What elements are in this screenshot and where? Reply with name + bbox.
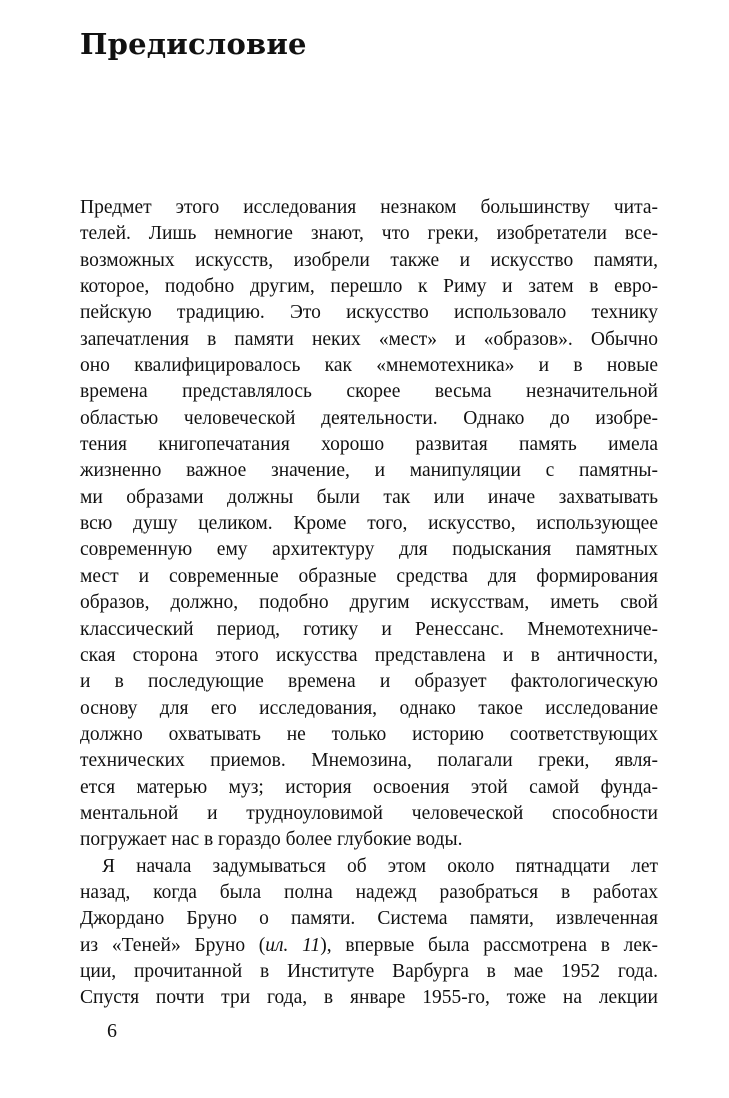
- text-segment: ), впервые была рассмотрена в лек-: [320, 934, 659, 956]
- text-line: классический период, готику и Ренессанс. Мнемотехниче-: [80, 618, 658, 640]
- text-line: мест и современные образные средства для формирования: [80, 565, 658, 587]
- text-line: телей. Лишь немногие знают, что греки, изобретатели все-: [80, 223, 658, 245]
- text-line: должно охватывать не только историю соответствующих: [80, 723, 658, 745]
- text-line: ми образами должны были так или иначе захватывать: [80, 486, 658, 508]
- text-line: времена представлялось скорее весьма незначительной: [80, 381, 658, 403]
- text-line: запечатления в памяти неких «мест» и «образов». Обычно: [80, 328, 658, 350]
- text-line: оно квалифицировалось как «мнемотехника» и в новые: [80, 355, 658, 377]
- text-line: ская сторона этого искусства представлена и в античности,: [80, 644, 658, 666]
- text-line: Я начала задумываться об этом около пятнадцати лет: [102, 855, 658, 877]
- text-line: Предмет этого исследования незнаком большинству чита-: [80, 197, 658, 218]
- text-line: тения книгопечатания хорошо развитая память имела: [80, 434, 658, 456]
- text-line: жизненно важное значение, и манипуляции с памятны-: [80, 460, 658, 482]
- paragraph-1: [80, 195, 658, 854]
- text-line: и в последующие времена и образует фактологическую: [80, 671, 658, 693]
- page-title: Предисловие: [80, 27, 307, 61]
- text-line: технических приемов. Мнемозина, полагали греки, явля-: [80, 750, 658, 772]
- text-segment: из «Теней» Бруно (: [80, 934, 266, 956]
- text-line: назад, когда была полна надежд разобраться в работах: [80, 881, 658, 903]
- text-line: пейскую традицию. Это искусство использовало технику: [80, 302, 658, 324]
- text-line: которое, подобно другим, перешло к Риму и затем в евро-: [80, 276, 658, 298]
- text-line: ции, прочитанной в Институте Варбурга в мае 1952 года.: [80, 960, 658, 982]
- page-number: 6: [107, 1020, 117, 1042]
- text-line: современную ему архитектуру для подыскания памятных: [80, 539, 658, 561]
- text-line: Спустя почти три года, в январе 1955-го, тоже на лекции: [80, 987, 658, 1009]
- text-line: погружает нас в гораздо более глубокие воды.: [80, 829, 463, 851]
- text-line: возможных искусств, изобрели также и искусство памяти,: [80, 249, 658, 271]
- text-line: областью человеческой деятельности. Однако до изобре-: [80, 407, 658, 429]
- text-line: образов, должно, подобно другим искусствам, иметь свой: [80, 592, 658, 614]
- illustration-reference: ил. 11: [265, 934, 321, 956]
- body-text: [80, 195, 658, 1012]
- paragraph-2: [80, 854, 658, 1012]
- text-line: всю душу целиком. Кроме того, искусство, использующее: [80, 513, 658, 535]
- text-line: Джордано Бруно о памяти. Система памяти, извлеченная: [80, 908, 658, 930]
- text-line: основу для его исследования, однако такое исследование: [80, 697, 658, 719]
- text-line: ментальной и трудноуловимой человеческой способности: [80, 802, 658, 824]
- text-line: [80, 933, 658, 959]
- text-line: ется матерью муз; история освоения этой самой фунда-: [80, 776, 658, 798]
